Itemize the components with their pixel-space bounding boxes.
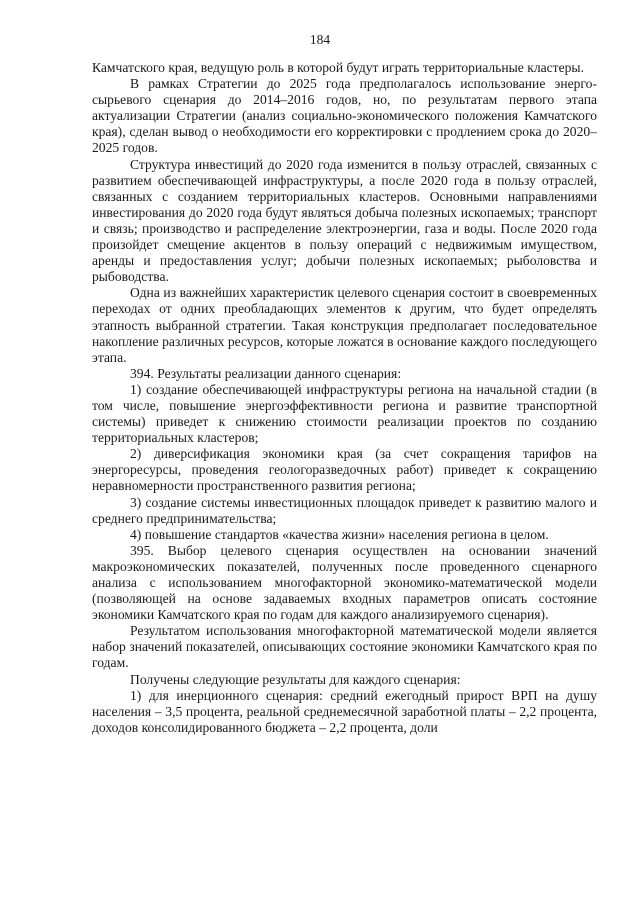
paragraph-target-scenario: Одна из важнейших характеристик целевого сценария состоит в своевременных переходах от одних преобладающих элементов к другим, что будет определять этапность выбранной стратегии. Такая конструкция предполагает последовательное накопление различных ресурсов, которые ложатся в основание каждого последующего этапа. [92, 285, 597, 365]
list-item-3: 3) создание системы инвестиционных площадок приведет к развитию малого и среднего предпринимательства; [92, 494, 597, 526]
list-item-1: 1) создание обеспечивающей инфраструктуры региона на начальной стадии (в том числе, повышение энергоэффективности региона и развитие транспортной системы) приведет к снижению стоимости реализации проектов по созданию территориальных кластеров; [92, 381, 597, 446]
body-text [92, 60, 597, 736]
list-item-2: 2) диверсификация экономики края (за счет сокращения тарифов на энергоресурсы, проведения геологоразведочных работ) приведет к сокращению неравномерности пространственного развития региона; [92, 446, 597, 494]
paragraph-model-result: Результатом использования многофакторной математической модели является набор значений показателей, описывающих состояние экономики Камчатского края по годам. [92, 623, 597, 671]
page-number: 184 [309, 32, 331, 47]
paragraph-395: 395. Выбор целевого сценария осуществлен на основании значений макроэкономических показателей, полученных после проведенного сценарного анализа с использованием многофакторной экономико-математической модели (позволяющей на основе задаваемых входных параметров описать состояние экономики Камчатского края по годам для каждого анализируемого сценария). [92, 542, 597, 623]
list-item-inertial: 1) для инерционного сценария: средний ежегодный прирост ВРП на душу населения – 3,5 процента, реальной среднемесячной заработной платы – 2,2 процента, доходов консолидированного бюджета – 2,2 процента, доли [92, 687, 597, 735]
paragraph-394-heading: 394. Результаты реализации данного сценария: [130, 365, 402, 381]
paragraph-investment-structure: Структура инвестиций до 2020 года изменится в пользу отраслей, связанных с развитием обеспечивающей инфраструктуры, а после 2020 года в пользу отраслей, связанных с созданием территориальных кластеров. Основными направлениями инвестирования до 2020 года будут являться добыча полезных ископаемых; транспорт и связь; производство и распределение электроэнергии, газа и воды. После 2020 года произойдет смещение акцентов в пользу операций с недвижимым имуществом, аренды и предоставления услуг; добычи полезных ископаемых; рыболовства и рыбоводства. [92, 156, 597, 285]
paragraph-results-intro: Получены следующие результаты для каждого сценария: [130, 671, 461, 687]
list-item-4: 4) повышение стандартов «качества жизни» населения региона в целом. [130, 526, 549, 542]
paragraph-energy-scenario: В рамках Стратегии до 2025 года предполагалось использование энерго-сырьевого сценария до 2014–2016 годов, но, по результатам первого этапа актуализации Стратегии (анализ социально-экономического положения Камчатского края), сделан вывод о необходимости его корректировки с продлением срока до 2020–2025 годов. [92, 76, 597, 156]
paragraph-continuation: Камчатского края, ведущую роль в которой будут играть территориальные кластеры. [92, 60, 584, 75]
